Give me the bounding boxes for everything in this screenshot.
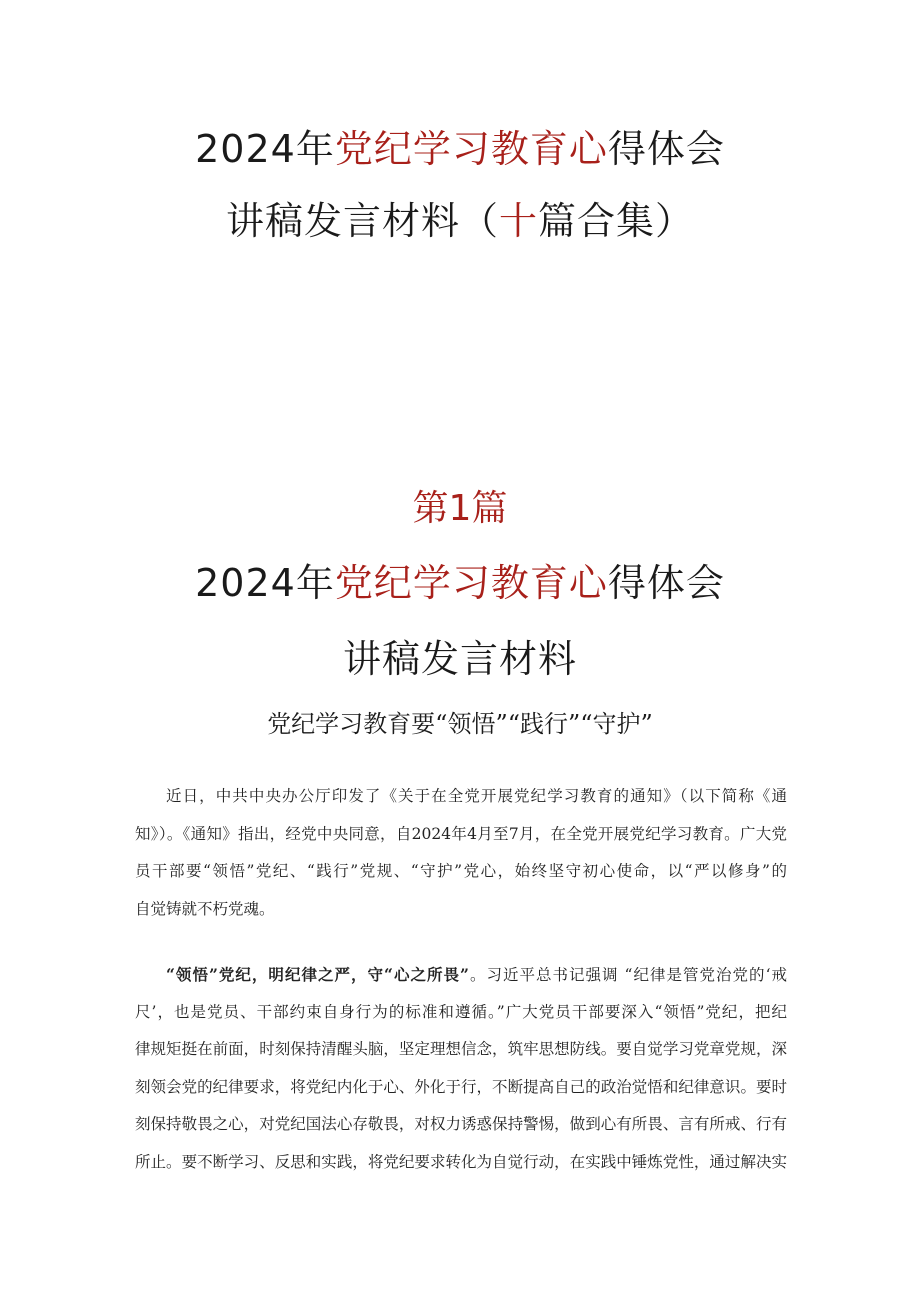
paragraph-line: 律规矩挺在前面，时刻保持清醒头脑，坚定理想信念，筑牢思想防线。要自觉学习党章党规，深	[135, 1040, 787, 1058]
article-subtitle: 党纪学习教育要“领悟”“践行”“守护”	[267, 710, 653, 738]
paragraph-line: 员干部要“领悟”党纪、“践行”党规、“守护”党心，始终坚守初心使命，以“严以修身”的	[135, 862, 787, 880]
cover-title-line1	[0, 118, 920, 173]
cover-title-highlight: 党纪学习教育心	[334, 127, 608, 171]
cover-title-tail: 得体会	[607, 127, 725, 171]
article-title-highlight: 党纪学习教育心	[334, 561, 608, 605]
cover-title-line2	[0, 190, 920, 245]
paragraph-line: 近日，中共中央办公厅印发了《关于在全党开展党纪学习教育的通知》（以下简称《通	[166, 787, 787, 805]
paragraph-line: 刻保持敬畏之心，对党纪国法心存敬畏，对权力诱惑保持警惕，做到心有所畏、言有所戒、行有	[135, 1115, 787, 1133]
article-label: 第1篇	[412, 488, 508, 529]
paragraph-line: 刻领会党的纪律要求，将党纪内化于心、外化于行，不断提高自己的政治觉悟和纪律意识。要时	[135, 1077, 787, 1096]
paragraph-line: 尺’，也是党员、干部约束自身行为的标准和遵循。”广大党员干部要深入“领悟”党纪，把纪	[135, 1002, 787, 1021]
cover-title2-highlight: 十	[498, 199, 538, 243]
paragraph-1	[135, 778, 787, 928]
paragraph-line: 自觉铸就不朽党魂。	[135, 899, 275, 918]
article-title-year: 2024年	[195, 561, 335, 605]
article-title-line2: 讲稿发言材料	[342, 637, 577, 681]
cover-title2-head: 讲稿发言材料（	[225, 199, 499, 243]
cover-title2-tail: 篇合集）	[538, 199, 695, 243]
paragraph-line: 所止。要不断学习、反思和实践，将党纪要求转化为自觉行动，在实践中锤炼党性，通过解决实	[135, 1152, 787, 1171]
paragraph-lead-rest: 。习近平总书记强调 “纪律是管党治党的‘戒	[468, 966, 787, 984]
article-title-tail: 得体会	[607, 561, 725, 605]
paragraph-line	[135, 956, 787, 994]
paragraph-line: 知》）。《通知》指出，经党中央同意，自2024年4月至7月，在全党开展党纪学习教育。广大党	[135, 824, 787, 843]
article-title-line1	[0, 552, 920, 607]
cover-title-year: 2024年	[195, 127, 335, 171]
paragraph-lead: “领悟”党纪，明纪律之严，守“心之所畏”	[166, 965, 469, 984]
paragraph-2	[135, 956, 787, 1181]
